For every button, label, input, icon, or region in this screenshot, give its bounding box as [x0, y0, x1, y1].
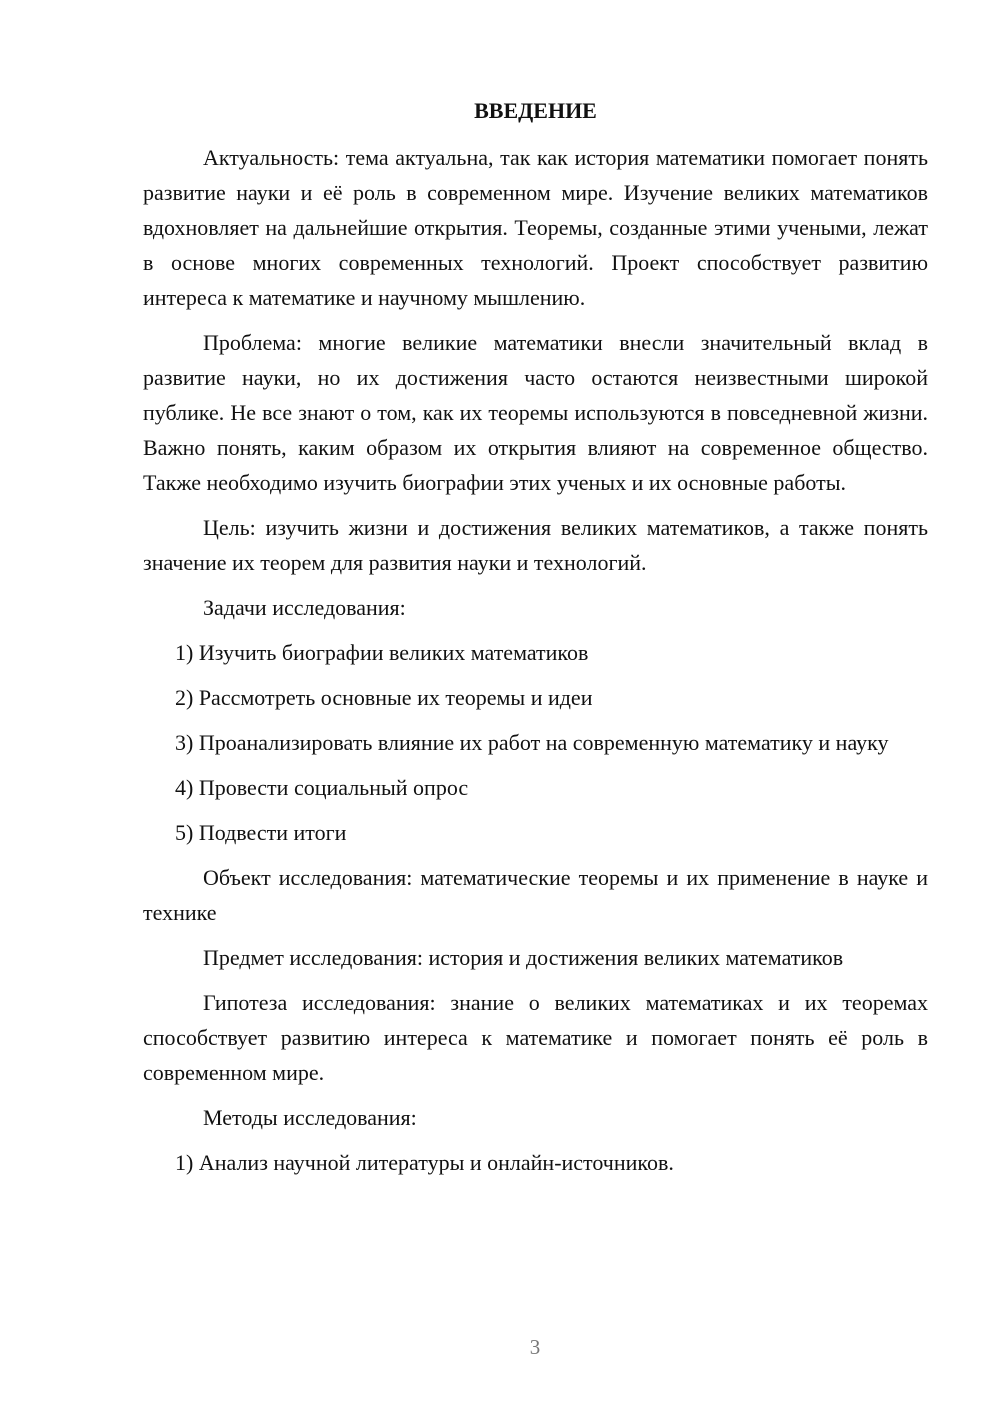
- list-item: 2) Рассмотреть основные их теоремы и идеи: [175, 685, 593, 710]
- tasks-list: [143, 635, 928, 850]
- list-item: 5) Подвести итоги: [175, 820, 347, 845]
- hypothesis-paragraph: Гипотеза исследования: знание о великих математиках и их теоремах способствует развитию интереса к математике и помогает понять её роль в современном мире.: [143, 990, 928, 1085]
- goal-paragraph: Цель: изучить жизни и достижения великих математиков, а также понять значение их теорем для развития науки и технологий.: [143, 515, 928, 575]
- problem-paragraph: Проблема: многие великие математики внесли значительный вклад в развитие науки, но их достижения часто остаются неизвестными широкой публике. Не все знают о том, как их теоремы используются в повседневной жизни. Важно понять, каким образом их открытия влияют на современное общество. Также необходимо изучить биографии этих ученых и их основные работы.: [143, 330, 928, 495]
- methods-list: [143, 1145, 928, 1180]
- page-body: [143, 95, 928, 1190]
- tasks-heading: Задачи исследования:: [203, 595, 406, 620]
- list-item: 4) Провести социальный опрос: [175, 775, 469, 800]
- subject-paragraph: Предмет исследования: история и достижения великих математиков: [203, 945, 844, 970]
- relevance-paragraph: Актуальность: тема актуальна, так как история математики помогает понять развитие науки и её роль в современном мире. Изучение великих математиков вдохновляет на дальнейшие открытия. Теоремы, созданные этими учеными, лежат в основе многих современных технологий. Проект способствует развитию интереса к математике и научному мышлению.: [143, 145, 928, 310]
- page-number: 3: [529, 1335, 541, 1359]
- list-item: 1) Изучить биографии великих математиков: [175, 640, 589, 665]
- section-title: ВВЕДЕНИЕ: [474, 98, 597, 123]
- list-item: 1) Анализ научной литературы и онлайн-источников.: [175, 1150, 674, 1175]
- methods-heading: Методы исследования:: [203, 1105, 417, 1130]
- object-paragraph: Объект исследования: математические теоремы и их применение в науке и технике: [143, 865, 928, 925]
- list-item: 3) Проанализировать влияние их работ на современную математику и науку: [175, 730, 889, 755]
